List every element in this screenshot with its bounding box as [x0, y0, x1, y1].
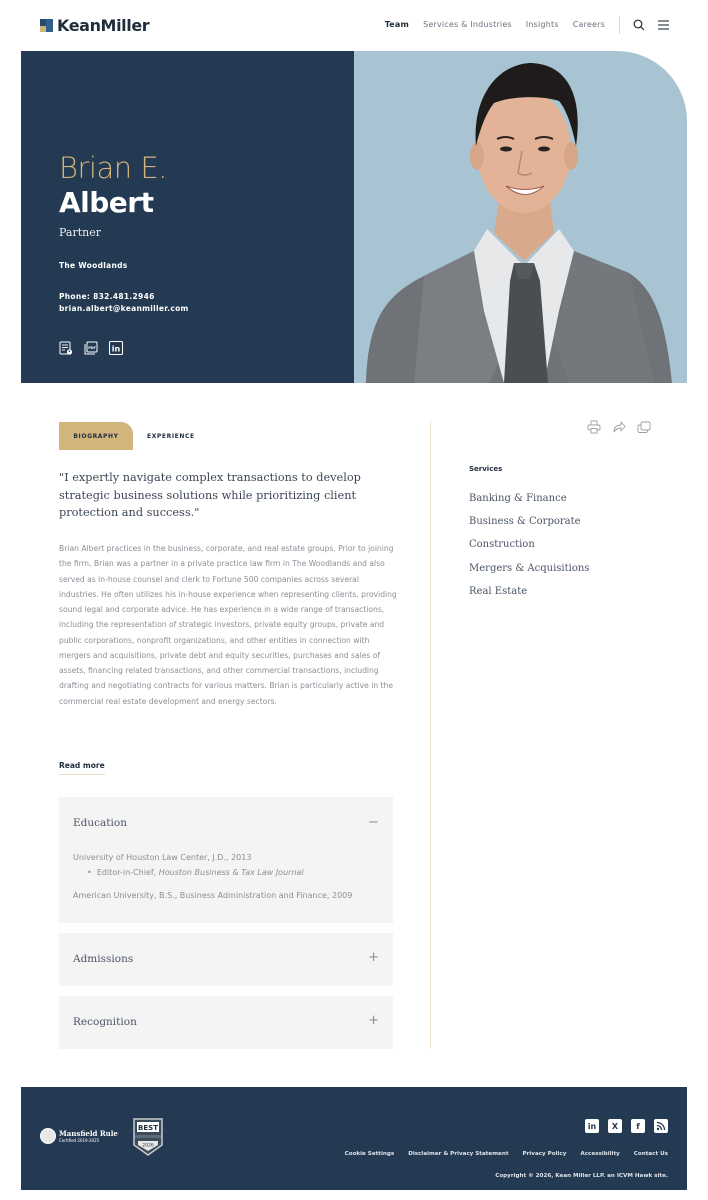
expand-icon[interactable]: + [368, 950, 379, 965]
journal-name: Houston Business & Tax Law Journal [158, 868, 304, 877]
site-footer [21, 1087, 687, 1190]
nav-item-insights[interactable]: Insights [525, 20, 559, 29]
nav-item-careers[interactable]: Careers [572, 20, 605, 29]
linkedin-icon[interactable] [109, 341, 123, 355]
tab-experience[interactable]: EXPERIENCE [147, 432, 195, 440]
profile-info-panel [21, 51, 354, 383]
column-divider [430, 421, 431, 1049]
service-link-mergers-acquisitions[interactable]: Mergers & Acquisitions [469, 562, 590, 574]
svg-text:PDF: PDF [88, 345, 96, 350]
expand-icon[interactable]: + [368, 1013, 379, 1028]
logo[interactable] [40, 16, 149, 35]
accordion-education-header[interactable]: Education [73, 817, 127, 829]
office-location[interactable]: The Woodlands [59, 261, 128, 270]
last-name: Albert [59, 186, 154, 219]
job-title: Partner [59, 226, 101, 239]
copy-icon[interactable] [637, 420, 651, 434]
svg-text:BEST: BEST [138, 1124, 158, 1132]
menu-icon[interactable] [658, 20, 669, 30]
services-list [469, 493, 589, 609]
nav-divider [619, 16, 620, 34]
tab-biography[interactable]: BIOGRAPHY [59, 422, 133, 450]
nav-item-team[interactable]: Team [384, 20, 410, 29]
print-icon[interactable] [587, 420, 601, 434]
logo-text: KeanMiller [57, 16, 150, 35]
education-item: American University, B.S., Business Administration and Finance, 2009 [73, 891, 353, 900]
pdf-icon[interactable] [84, 341, 98, 355]
linkedin-icon[interactable]: in [585, 1119, 599, 1133]
footer-links [345, 1151, 668, 1157]
accordion-recognition-header[interactable]: Recognition [73, 1016, 137, 1028]
footer-link-accessibility[interactable]: Accessibility [580, 1151, 620, 1157]
facebook-icon[interactable]: f [631, 1119, 645, 1133]
page-tools [587, 420, 651, 434]
mansfield-title: Mansfield Rule [59, 1128, 118, 1138]
social-links [585, 1119, 668, 1133]
profile-photo-panel [354, 51, 687, 383]
service-link-real-estate[interactable]: Real Estate [469, 585, 528, 597]
profile-photo [354, 51, 687, 383]
copyright-text: Copyright © 2026, Kean Miller LLP. an ICVM Hawk site. [495, 1173, 668, 1179]
accordion-admissions[interactable] [59, 933, 393, 986]
search-icon[interactable] [633, 19, 645, 31]
share-icon[interactable] [612, 420, 626, 434]
accordion-admissions-header[interactable]: Admissions [73, 953, 134, 965]
email-link[interactable]: brian.albert@keanmiller.com [59, 304, 189, 313]
read-more-link[interactable]: Read more [59, 761, 105, 775]
main-nav [385, 20, 605, 29]
rss-icon[interactable] [654, 1119, 668, 1133]
collapse-icon[interactable]: − [368, 815, 379, 830]
first-name: Brian E. [59, 151, 167, 185]
mansfield-portrait-icon [40, 1128, 56, 1144]
logo-mark-icon [40, 19, 53, 32]
accordion-education [59, 797, 393, 923]
mansfield-subtitle: Certified 2019-2025 [59, 1137, 100, 1143]
footer-link-disclaimer[interactable]: Disclaimer & Privacy Statement [408, 1151, 509, 1157]
service-link-business-corporate[interactable]: Business & Corporate [469, 516, 581, 528]
service-link-construction[interactable]: Construction [469, 539, 535, 551]
accordion-recognition[interactable] [59, 996, 393, 1049]
svg-text:in: in [111, 344, 121, 354]
svg-text:2026: 2026 [142, 1143, 154, 1149]
site-header [0, 0, 708, 50]
education-subitem: • Editor-in-Chief, Houston Business & Tax Law Journal [87, 868, 304, 877]
phone-number[interactable]: Phone: 832.481.2946 [59, 292, 155, 301]
education-item: University of Houston Law Center, J.D., 2013 [73, 853, 252, 862]
bio-text: Brian Albert practices in the business, corporate, and real estate groups. Prior to joining the firm, Brian was a partner in a private practice law firm in The Woodlands and also served as in-house counsel and clerk to Fortune 500 companies across several industries. He often utilizes his in-house experience when representing clients, providing sound legal and corporate advice. He has experience in a wide range of transactions, including the representation of strategic investors, private equity groups, private and public corporations, nonprofit organizations, and other entities in connection with mergers and acquisitions, private debt and equity securities, purchases and sales of assets, financing related transactions, and other commercial transactions, including drafting and negotiating contracts for various matters. Brian is particularly active in the commercial real estate development and energy sectors. [59, 544, 397, 706]
x-twitter-icon[interactable]: X [608, 1119, 622, 1133]
bio-quote: "I expertly navigate complex transactions to develop strategic business solutions while prioritizing client protection and success." [59, 471, 361, 519]
footer-link-cookie-settings[interactable]: Cookie Settings [344, 1151, 395, 1157]
bullet-icon: • [87, 868, 97, 877]
profile-actions [59, 341, 123, 355]
service-link-banking-finance[interactable]: Banking & Finance [469, 493, 567, 504]
vcard-icon[interactable] [59, 341, 73, 355]
profile-tabs [59, 422, 195, 450]
services-heading: Services [469, 465, 503, 473]
footer-link-contact-us[interactable]: Contact Us [633, 1151, 668, 1157]
mansfield-rule-badge [40, 1128, 118, 1144]
footer-link-privacy-policy[interactable]: Privacy Policy [522, 1151, 567, 1157]
nav-item-services-industries[interactable]: Services & Industries [423, 20, 512, 29]
best-law-firms-badge-icon [132, 1117, 164, 1157]
profile-hero [21, 51, 687, 383]
